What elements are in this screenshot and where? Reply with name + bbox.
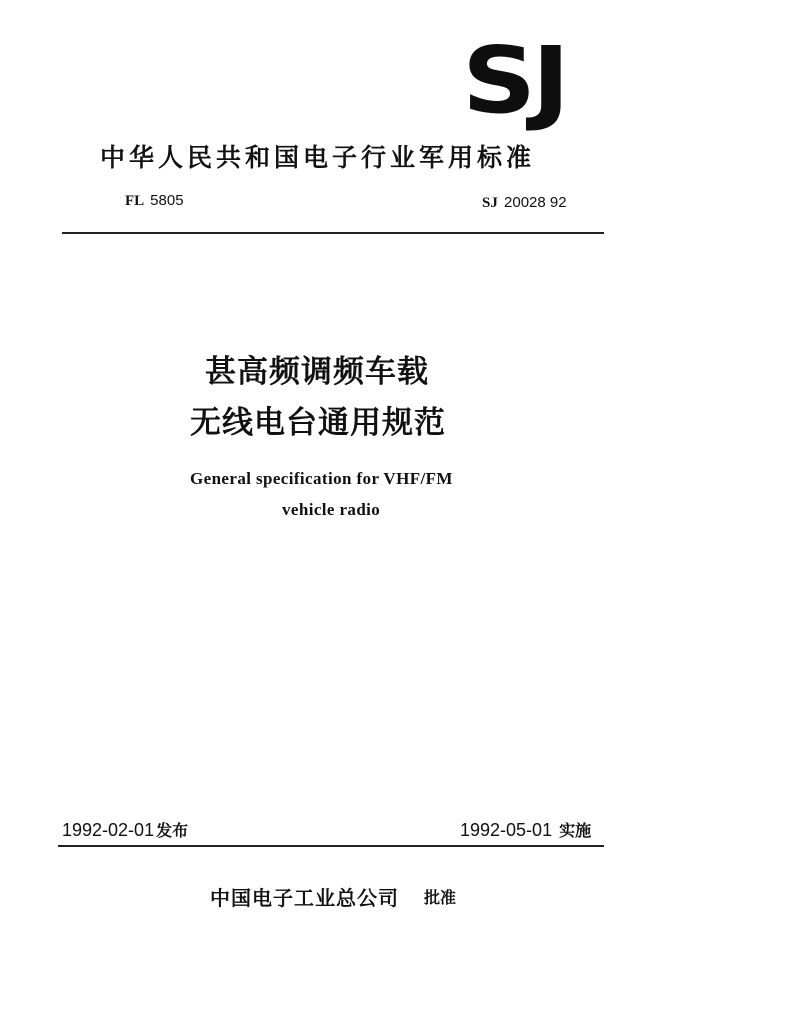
- fl-classification-code: [125, 192, 184, 210]
- effective-label: 实施: [559, 821, 592, 840]
- approval-label: 批准: [424, 888, 457, 907]
- issue-date: [62, 818, 188, 841]
- issue-date-value: 1992-02-01: [62, 820, 155, 840]
- effective-date-value: 1992-05-01: [460, 820, 553, 840]
- fl-number: 5805: [150, 192, 184, 209]
- sj-prefix: SJ: [482, 195, 498, 211]
- chinese-title-line-1: 甚高频调频车载: [205, 354, 429, 390]
- approving-organization: 中国电子工业总公司: [210, 886, 399, 910]
- sj-number: 20028 92: [504, 194, 567, 211]
- effective-date: [460, 818, 591, 841]
- top-divider: [62, 232, 604, 234]
- chinese-title-line-2: 无线电台通用规范: [190, 405, 446, 441]
- english-title-line-1: General specification for VHF/FM: [190, 469, 453, 488]
- issue-label: 发布: [156, 821, 189, 840]
- bottom-divider: [58, 845, 604, 847]
- standard-number: [482, 194, 567, 212]
- fl-prefix: FL: [125, 193, 145, 209]
- sj-logo: SJ: [462, 27, 566, 134]
- english-title-line-2: vehicle radio: [282, 500, 381, 519]
- standard-category-title: 中华人民共和国电子行业军用标准: [100, 143, 536, 172]
